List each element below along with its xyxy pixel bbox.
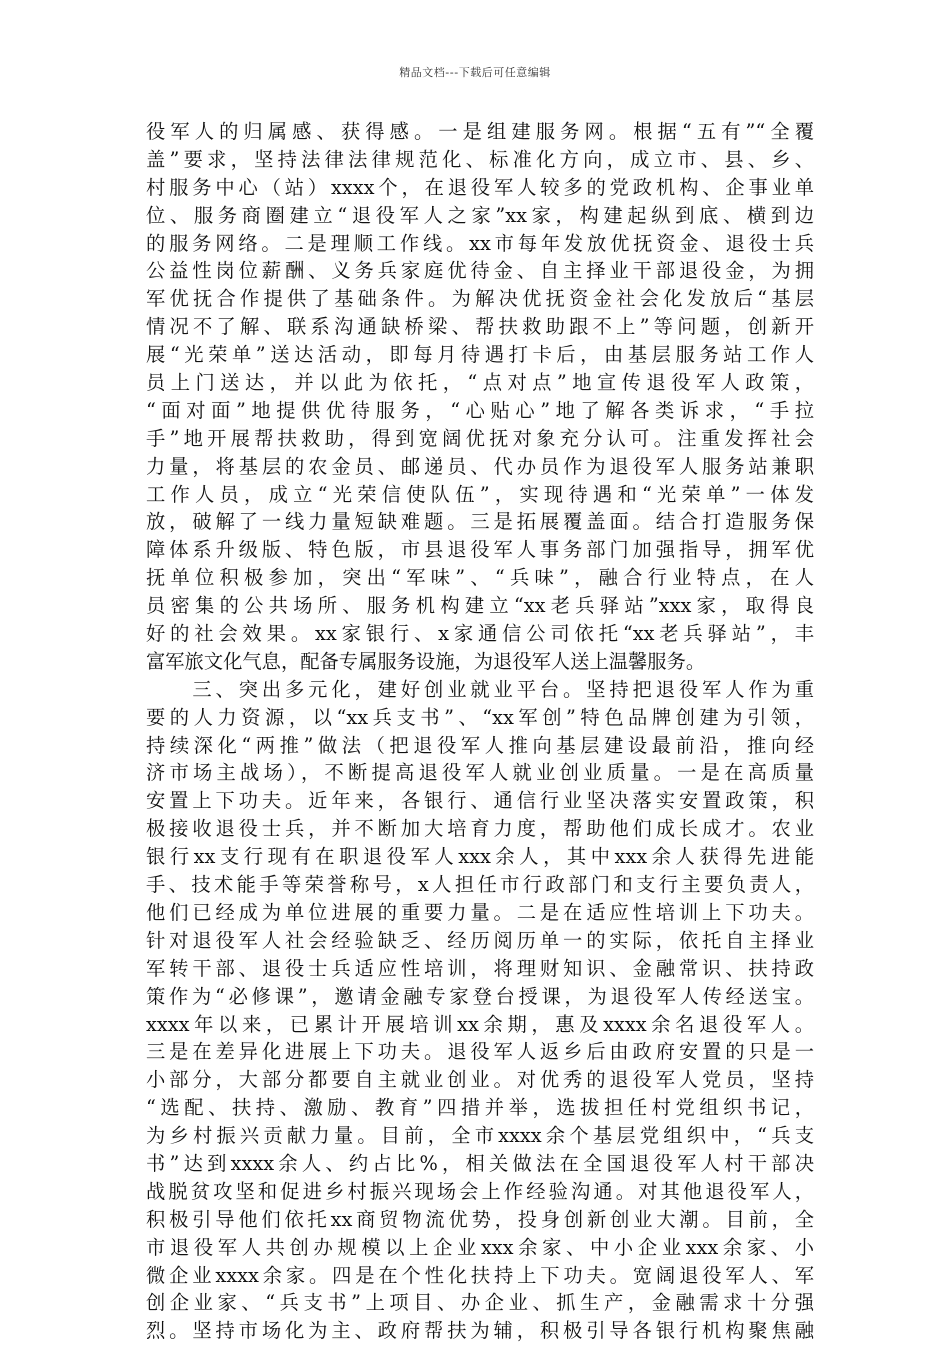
- text-line: 军转干部、退役士兵适应性培训，将理财知识、金融常识、扶持政: [146, 956, 814, 980]
- text-line: 策作为“必修课”，邀请金融专家登台授课，为退役军人传经送宝。: [146, 984, 814, 1008]
- page-header: 精品文档---下载后可任意编辑: [399, 66, 551, 79]
- text-line: 手、技术能手等荣誉称号，x人担任市行政部门和支行主要负责人，: [146, 873, 814, 897]
- text-line: 抚单位积极参加，突出“军味”、“兵味”，融合行业特点，在人: [146, 566, 814, 590]
- text-line: 手”地开展帮扶救助，得到宽阔优抚对象充分认可。注重发挥社会: [146, 426, 814, 450]
- text-line: “选配、扶持、激励、教育”四措并举，选拔担任村党组织书记，: [146, 1096, 814, 1120]
- text-line: 安置上下功夫。近年来，各银行、通信行业坚决落实安置政策，积: [146, 789, 814, 813]
- text-line: 富军旅文化气息，配备专属服务设施，为退役军人送上温馨服务。: [146, 649, 706, 673]
- text-line: 微企业xxxx余家。四是在个性化扶持上下功夫。宽阔退役军人、军: [146, 1263, 814, 1287]
- text-line: 极接收退役士兵，并不断加大培育力度，帮助他们成长成才。农业: [146, 817, 814, 841]
- text-line: 书”达到xxxx余人、约占比%，相关做法在全国退役军人村干部决: [146, 1151, 814, 1175]
- document-body: [146, 118, 814, 1345]
- text-line: 员密集的公共场所、服务机构建立“xx老兵驿站”xxx家，取得良: [146, 594, 814, 618]
- text-line: 针对退役军人社会经验缺乏、经历阅历单一的实际，依托自主择业: [146, 928, 814, 952]
- text-line: 小部分，大部分都要自主就业创业。对优秀的退役军人党员，坚持: [146, 1068, 814, 1092]
- text-line: 展“光荣单”送达活动，即每月待遇打卡后，由基层服务站工作人: [146, 343, 814, 367]
- text-line: 市退役军人共创办规模以上企业xxx余家、中小企业xxx余家、小: [146, 1235, 814, 1259]
- text-line: 银行xx支行现有在职退役军人xxx余人，其中xxx余人获得先进能: [146, 845, 814, 869]
- text-line: 盖”要求，坚持法律法律规范化、标准化方向，成立市、县、乡、: [146, 147, 814, 171]
- text-line: 三、突出多元化，建好创业就业平台。坚持把退役军人作为重: [146, 677, 814, 701]
- text-line: 情况不了解、联系沟通缺桥梁、帮扶救助跟不上”等问题，创新开: [146, 315, 814, 339]
- text-line: 持续深化“两推”做法（把退役军人推向基层建设最前沿，推向经: [146, 733, 814, 757]
- text-line: 员上门送达，并以此为依托，“点对点”地宣传退役军人政策，: [146, 371, 814, 395]
- text-line: 创企业家、“兵支书”上项目、办企业、抓生产，金融需求十分强: [146, 1291, 814, 1315]
- text-line: 的服务网络。二是理顺工作线。xx市每年发放优抚资金、退役士兵: [146, 231, 814, 255]
- text-line: 放，破解了一线力量短缺难题。三是拓展覆盖面。结合打造服务保: [146, 510, 814, 534]
- text-line: 力量，将基层的农金员、邮递员、代办员作为退役军人服务站兼职: [146, 454, 814, 478]
- text-line: 要的人力资源，以“xx兵支书”、“xx军创”特色品牌创建为引领，: [146, 705, 814, 729]
- text-line: 军优抚合作提供了基础条件。为解决优抚资金社会化发放后“基层: [146, 287, 814, 311]
- text-line: 公益性岗位薪酬、义务兵家庭优待金、自主择业干部退役金，为拥: [146, 259, 814, 283]
- text-line: 积极引导他们依托xx商贸物流优势，投身创新创业大潮。目前，全: [146, 1207, 814, 1231]
- text-line: 村服务中心（站）xxxx个，在退役军人较多的党政机构、企事业单: [146, 175, 814, 199]
- text-line: “面对面”地提供优待服务，“心贴心”地了解各类诉求，“手拉: [146, 398, 814, 422]
- text-line: 烈。坚持市场化为主、政府帮扶为辅，积极引导各银行机构聚焦融: [146, 1319, 814, 1343]
- text-line: 三是在差异化进展上下功夫。退役军人返乡后由政府安置的只是一: [146, 1040, 814, 1064]
- text-line: 障体系升级版、特色版，市县退役军人事务部门加强指导，拥军优: [146, 538, 814, 562]
- text-line: 役军人的归属感、获得感。一是组建服务网。根据“五有”“全覆: [146, 120, 814, 143]
- text-line: 位、服务商圈建立“退役军人之家”xx家，构建起纵到底、横到边: [146, 203, 814, 227]
- text-line: 工作人员，成立“光荣信使队伍”，实现待遇和“光荣单”一体发: [146, 482, 814, 506]
- text-line: 战脱贫攻坚和促进乡村振兴现场会上作经验沟通。对其他退役军人，: [146, 1179, 814, 1203]
- text-line: 他们已经成为单位进展的重要力量。二是在适应性培训上下功夫。: [146, 900, 814, 924]
- text-line: xxxx年以来，已累计开展培训xx余期，惠及xxxx余名退役军人。: [146, 1012, 814, 1036]
- text-line: 好的社会效果。xx家银行、x家通信公司依托“xx老兵驿站”，丰: [146, 622, 814, 646]
- text-line: 济市场主战场），不断提高退役军人就业创业质量。一是在高质量: [146, 761, 814, 785]
- text-line: 为乡村振兴贡献力量。目前，全市xxxx余个基层党组织中，“兵支: [146, 1124, 814, 1148]
